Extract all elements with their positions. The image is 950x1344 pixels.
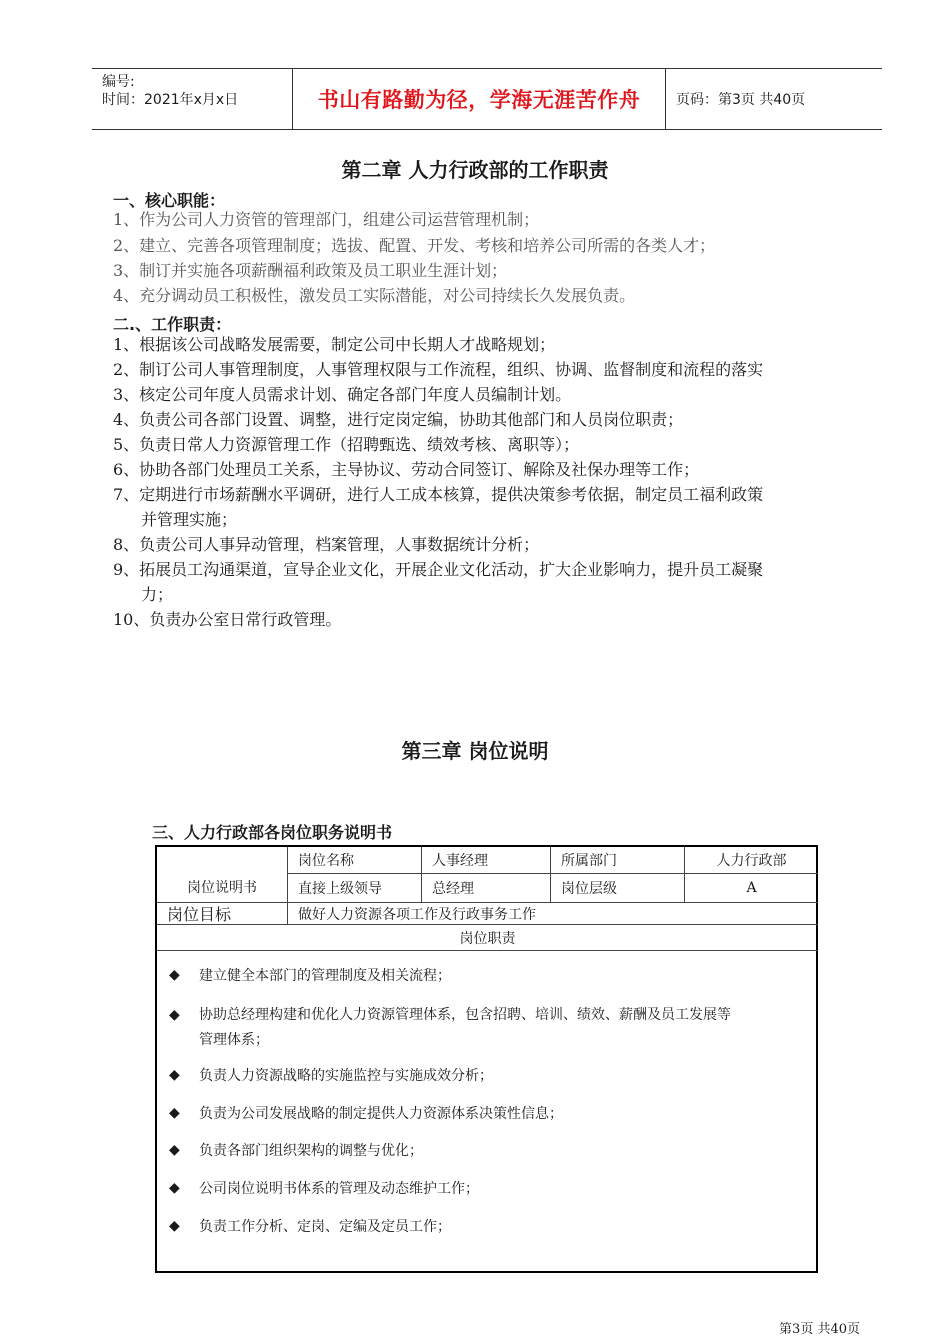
duty-text: 负责工作分析、定岗、定编及定员工作； [199, 1219, 451, 1235]
goal-label: 岗位目标 [167, 905, 232, 924]
duty-item: 7、定期进行市场薪酬水平调研，进行人工成本核算，提供决策参考依据，制定员工福利政策 [113, 485, 764, 504]
duty-text: 协助总经理构建和优化人力资源管理体系，包含招聘、培训、绩效、薪酬及员工发展等 [199, 1007, 731, 1023]
duty-item: 6、协助各部门处理员工关系，主导协议、劳动合同签订、解除及社保办理等工作； [113, 460, 700, 479]
dept-label: 所属部门 [561, 853, 617, 869]
footer-page-info: 第3页 共40页 [779, 1322, 860, 1337]
duty-item: 9、拓展员工沟通渠道，宣导企业文化，开展企业文化活动，扩大企业影响力，提升员工凝聚 [113, 560, 764, 579]
duty-item: 2、制订公司人事管理制度，人事管理权限与工作流程，组织、协调、监督制度和流程的落实 [113, 360, 764, 379]
work-duties-heading: 二.、工作职责： [113, 315, 232, 334]
duty-item: 8、负责公司人事异动管理，档案管理，人事数据统计分析； [113, 535, 540, 554]
duty-item-continued: 力； [141, 585, 174, 604]
diamond-bullet-icon: ◆ [169, 1180, 180, 1196]
position-name-value: 人事经理 [432, 853, 488, 869]
duty-item: 4、负责公司各部门设置、调整，进行定岗定编，协助其他部门和人员岗位职责； [113, 410, 684, 429]
job-description-table [155, 845, 818, 1273]
core-item: 3、制订并实施各项薪酬福利政策及员工职业生涯计划； [113, 261, 508, 280]
diamond-bullet-icon: ◆ [169, 1007, 180, 1023]
core-functions-heading: 一、核心职能： [113, 191, 226, 210]
duty-item-continued: 并管理实施； [141, 510, 238, 529]
job-description-heading: 三、人力行政部各岗位职务说明书 [152, 823, 393, 842]
duty-item: 5、负责日常人力资源管理工作（招聘甄选、绩效考核、离职等）； [113, 435, 580, 454]
core-item: 2、建立、完善各项管理制度；选拔、配置、开发、考核和培养公司所需的各类人才； [113, 236, 716, 255]
header-page-info: 页码：第3页 共40页 [676, 92, 806, 108]
duty-text: 负责人力资源战略的实施监控与实施成效分析； [199, 1068, 493, 1084]
position-name-label: 岗位名称 [298, 853, 354, 869]
level-value: A [746, 880, 757, 896]
duty-item: 1、根据该公司战略发展需要，制定公司中长期人才战略规划； [113, 335, 556, 354]
header-motto: 书山有路勤为径，学海无涯苦作舟 [317, 88, 641, 112]
header-meta-cell [92, 69, 293, 129]
diamond-bullet-icon: ◆ [169, 1218, 180, 1234]
diamond-bullet-icon: ◆ [169, 1067, 180, 1083]
duty-text: 公司岗位说明书体系的管理及动态维护工作； [199, 1181, 479, 1197]
duties-header: 岗位职责 [459, 930, 516, 947]
header-number-label: 编号: [102, 74, 135, 90]
duty-text: 负责为公司发展战略的制定提供人力资源体系决策性信息； [199, 1106, 563, 1122]
page-header [92, 68, 882, 130]
duty-text: 建立健全本部门的管理制度及相关流程； [199, 968, 451, 984]
duty-text: 负责各部门组织架构的调整与优化； [199, 1143, 423, 1159]
header-page-cell [666, 69, 882, 129]
chapter2-title: 第二章 人力行政部的工作职责 [341, 158, 609, 182]
duty-item: 3、核定公司年度人员需求计划、确定各部门年度人员编制计划。 [113, 385, 572, 404]
header-motto-cell [293, 69, 666, 129]
diamond-bullet-icon: ◆ [169, 1142, 180, 1158]
table-row-label: 岗位说明书 [187, 879, 257, 896]
duty-text-continued: 管理体系； [199, 1032, 269, 1048]
core-item: 1、作为公司人力资管的管理部门，组建公司运营管理机制； [113, 210, 540, 229]
core-item: 4、充分调动员工积极性，激发员工实际潜能，对公司持续长久发展负责。 [113, 286, 636, 305]
goal-value: 做好人力资源各项工作及行政事务工作 [298, 906, 536, 923]
chapter3-title: 第三章 岗位说明 [401, 739, 549, 763]
diamond-bullet-icon: ◆ [169, 1105, 180, 1121]
supervisor-value: 总经理 [432, 881, 474, 897]
supervisor-label: 直接上级领导 [298, 881, 382, 897]
diamond-bullet-icon: ◆ [169, 967, 180, 983]
header-time-label: 时间：2021年x月x日 [102, 92, 239, 108]
duty-item: 10、负责办公室日常行政管理。 [113, 610, 342, 629]
level-label: 岗位层级 [561, 881, 617, 897]
dept-value: 人力行政部 [716, 853, 787, 869]
